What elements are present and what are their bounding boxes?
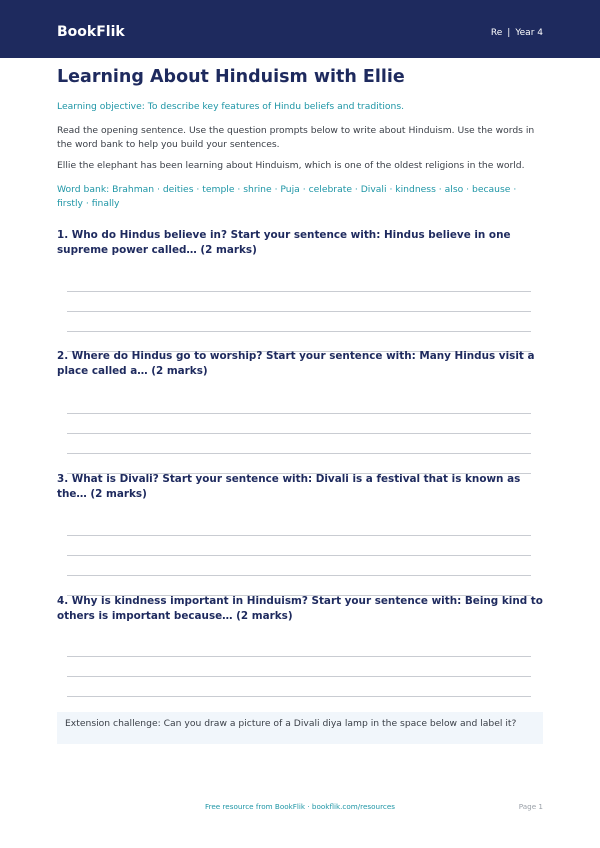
subject-label: Re [490,28,503,38]
page-number: Page 1 [518,802,543,811]
brand-logo: BookFlik [57,24,125,40]
question-2: 2. Where do Hindus go to worship? Start your sentence with: Many Hindus visit a place called a… (2 marks) [57,350,535,377]
word-bank: Word bank: Brahman · deities · temple · shrine · Puja · celebrate · Divali · kindness · also · because · firstly · finally [57,184,517,209]
page-title: Learning About Hinduism with Ellie [57,67,405,87]
header-meta [491,27,543,39]
answer-line[interactable] [67,535,531,536]
learning-objective: Learning objective: To describe key features of Hindu beliefs and traditions. [57,101,405,112]
extension-challenge-box [57,712,543,744]
answer-line[interactable] [67,433,531,434]
footer-text: Free resource from BookFlik · bookflik.com/resources [204,802,396,811]
answer-line[interactable] [67,453,531,454]
question-4: 4. Why is kindness important in Hinduism? Start your sentence with: Being kind to others is important because… (2 marks) [57,595,543,622]
answer-line[interactable] [67,676,531,677]
answer-line[interactable] [67,291,531,292]
instructions: Read the opening sentence. Use the question prompts below to write about Hinduism. Use the words in the word bank to help you build your sentences. [57,125,535,150]
answer-line[interactable] [67,575,531,576]
year-label: Year 4 [515,28,543,38]
extension-challenge-text: Extension challenge: Can you draw a picture of a Divali diya lamp in the space below and label it? [65,718,517,729]
header-bar [0,0,600,58]
answer-line[interactable] [67,331,531,332]
question-1: 1. Who do Hindus believe in? Start your sentence with: Hindus believe in one supreme power called… (2 marks) [57,229,511,256]
question-3: 3. What is Divali? Start your sentence with: Divali is a festival that is known as the… (2 marks) [57,473,521,500]
answer-line[interactable] [67,656,531,657]
separator: | [507,28,511,38]
intro-text: Ellie the elephant has been learning about Hinduism, which is one of the oldest religions in the world. [57,160,525,171]
answer-line[interactable] [67,696,531,697]
answer-line[interactable] [67,413,531,414]
answer-line[interactable] [67,555,531,556]
answer-line[interactable] [67,311,531,312]
